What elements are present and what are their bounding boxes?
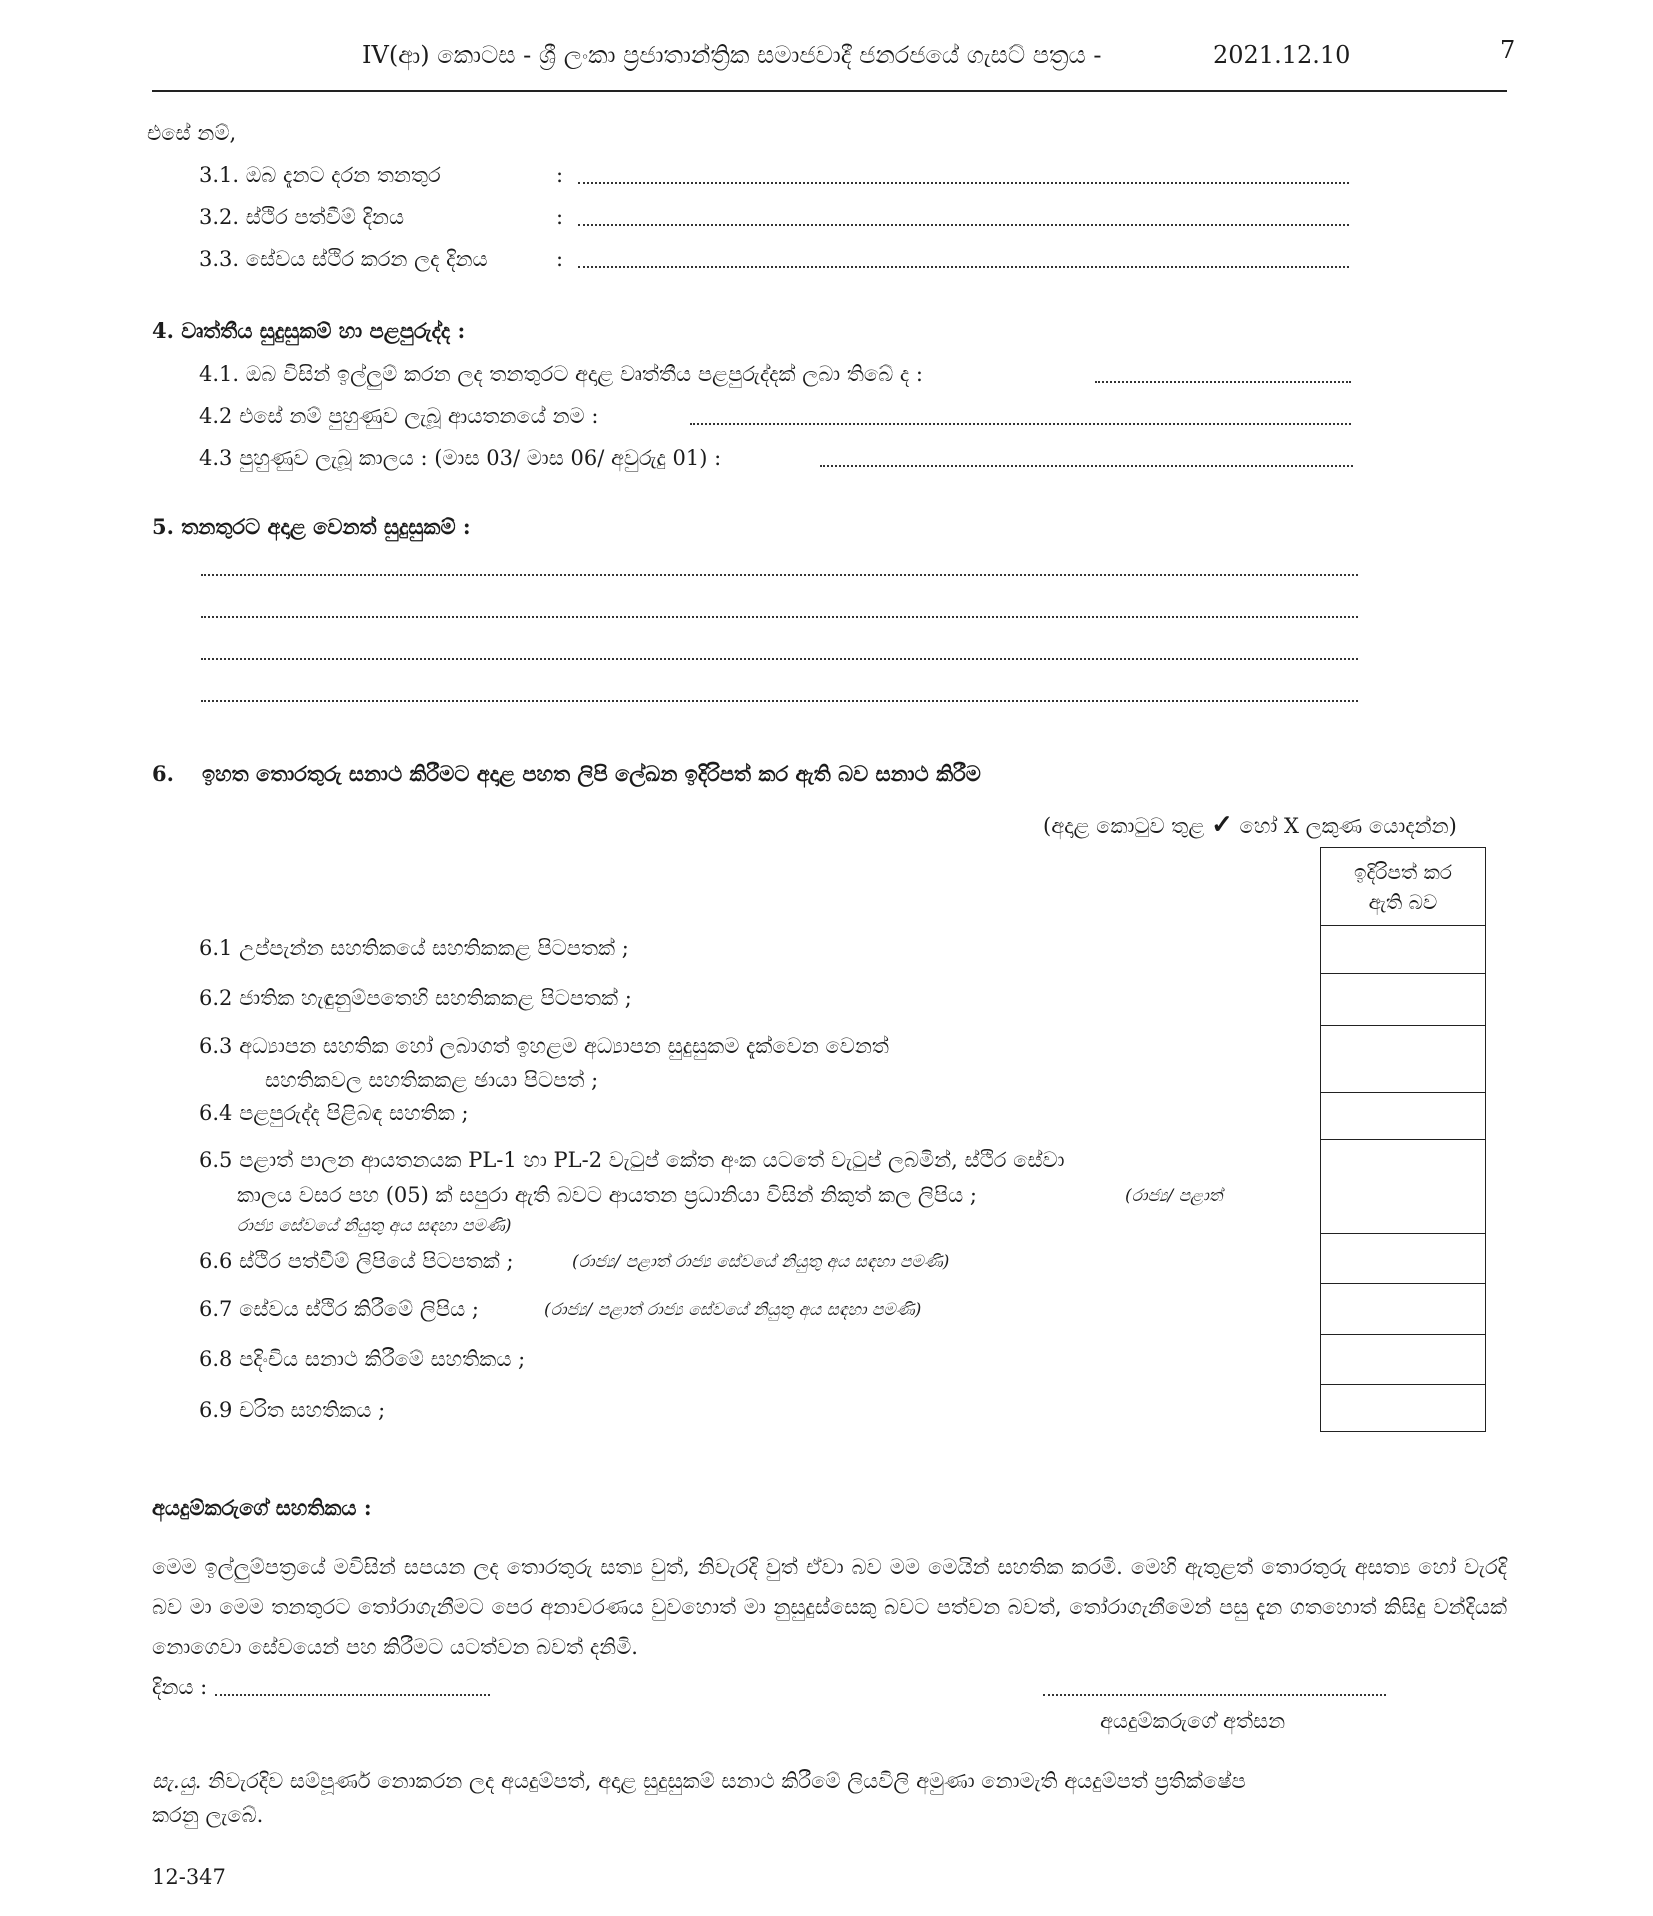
note-prefix: සැ.යු. bbox=[152, 1769, 202, 1793]
section4-heading: 4. වෘත්තීය සුදුසුකම් හා පළපුරුද්ද : bbox=[152, 318, 466, 343]
checkbox-6-4[interactable] bbox=[1321, 1093, 1486, 1140]
item-4-1-label: 4.1. ඔබ විසින් ඉල්ලුම් කරන ලද තනතුරට අදාළ වෘත්තීය පළපුරුද්දක් ලබා තිබේ ද : bbox=[199, 362, 923, 386]
item-6-6: 6.6 ස්ථිර පත්වීම් ලිපියේ පිටපතක් ; bbox=[199, 1249, 514, 1273]
item-6-3-line1: 6.3 අධ්‍යාපන සහතික හෝ ලබාගත් ඉහළම අධ්‍යාපන සුදුසුකම දැක්වෙන වෙනත් bbox=[199, 1034, 889, 1058]
item-3-2-label: 3.2. ස්ථිර පත්වීම් දිනය bbox=[199, 205, 405, 229]
item-6-5-line2: කාලය වසර පහ (05) ක් සපුරා ඇති බවට ආයතන ප්‍රධානියා විසින් නිකුත් කල ලිපිය ; bbox=[237, 1183, 977, 1207]
page-header-date: 2021.12.10 bbox=[1213, 41, 1351, 69]
section6-heading: ඉහත තොරතුරු සනාථ කිරීමට අදාළ පහත ලිපි ලේඛන ඉදිරිපත් කර ඇති බව සනාථ කිරීම bbox=[202, 761, 981, 786]
item-3-1-sep: : bbox=[556, 163, 564, 187]
item-6-4: 6.4 පළපුරුද්ද පිළිබඳ සහතික ; bbox=[199, 1101, 469, 1125]
item-4-2-field[interactable] bbox=[690, 423, 1351, 425]
item-4-3-field[interactable] bbox=[820, 465, 1353, 467]
item-6-5-line1: 6.5 පළාත් පාලන ආයතනයක PL-1 හා PL-2 වැටුප් කේත අංක යටතේ වැටුප් ලබමින්, ස්ථිර සේවා bbox=[199, 1148, 1065, 1172]
section3-intro: එසේ නම්, bbox=[147, 121, 237, 145]
note-text: නිවැරදිව සම්පූර්ණ නොකරන ලද අයදුම්පත්, අදාළ සුදුසුකම් සනාථ කිරීමේ ලියවිලි අමුණා නොමැති අයදුම්පත් ප්‍රතික්ෂේප bbox=[208, 1769, 1246, 1793]
item-3-1-field[interactable] bbox=[578, 182, 1349, 184]
checkbox-6-3[interactable] bbox=[1321, 1026, 1486, 1093]
page-header-title: IV(ආ) කොටස - ශ්‍රී ලංකා ප්‍රජාතාන්ත්‍රික සමාජවාදී ජනරජයේ ගැසට් පත්‍රය - bbox=[362, 41, 1102, 69]
item-6-6-note: (රාජ්‍ය/ පළාත් රාජ්‍ය සේවයේ නියුතු අය සඳහා පමණි) bbox=[572, 1252, 950, 1272]
item-3-3-field[interactable] bbox=[578, 266, 1349, 268]
item-3-2-sep: : bbox=[556, 205, 564, 229]
check-mark-icon: ✓ bbox=[1211, 810, 1233, 840]
footer-code: 12-347 bbox=[152, 1865, 226, 1889]
item-3-3-sep: : bbox=[556, 247, 564, 271]
item-6-3-line2: සහතිකවල සහතිකකළ ඡායා පිටපත් ; bbox=[265, 1068, 599, 1092]
item-4-3-label: 4.3 පුහුණුව ලැබූ කාලය : (මාස 03/ මාස 06/ අවුරුදු 01) : bbox=[199, 446, 722, 470]
note-line1 bbox=[152, 1768, 1246, 1794]
checkbox-table-header bbox=[1321, 848, 1486, 926]
certificate-heading: අයදුම්කරුගේ සහතිකය : bbox=[152, 1495, 372, 1520]
date-label: දිනය : bbox=[152, 1675, 208, 1699]
item-6-1: 6.1 උප්පැන්න සහතිකයේ සහතිකකළ පිටපතක් ; bbox=[199, 936, 629, 960]
section5-line-3[interactable] bbox=[201, 658, 1358, 660]
checkbox-6-2[interactable] bbox=[1321, 974, 1486, 1026]
checkbox-6-9[interactable] bbox=[1321, 1385, 1486, 1432]
item-4-1-field[interactable] bbox=[1095, 381, 1351, 383]
section5-line-1[interactable] bbox=[201, 574, 1358, 576]
checkbox-6-8[interactable] bbox=[1321, 1335, 1486, 1385]
section5-heading: 5. තනතුරට අදාළ වෙනත් සුදුසුකම් : bbox=[152, 514, 471, 539]
item-6-5-note-b: රාජ්‍ය සේවයේ නියුතු අය සඳහා පමණි) bbox=[237, 1216, 512, 1236]
item-3-2-field[interactable] bbox=[578, 224, 1349, 226]
item-6-7-note: (රාජ්‍ය/ පළාත් රාජ්‍ය සේවයේ නියුතු අය සඳහා පමණි) bbox=[544, 1300, 922, 1320]
checkbox-6-1[interactable] bbox=[1321, 926, 1486, 974]
item-6-5-note-a: (රාජ්‍ය/ පළාත් bbox=[1125, 1186, 1223, 1206]
item-6-7: 6.7 සේවය ස්ථිර කිරීමේ ලිපිය ; bbox=[199, 1297, 479, 1321]
checkbox-6-6[interactable] bbox=[1321, 1234, 1486, 1284]
box-header-line1: ඉදිරිපත් කර bbox=[1354, 859, 1452, 884]
item-3-3-label: 3.3. සේවය ස්ථිර කරන ලද දිනය bbox=[199, 247, 488, 271]
instruction-pre: (අදාළ කොටුව තුළ bbox=[1043, 814, 1205, 838]
section6-number: 6. bbox=[152, 761, 174, 786]
submission-checkbox-table bbox=[1320, 847, 1486, 1432]
section5-line-2[interactable] bbox=[201, 616, 1358, 618]
certificate-body: මෙම ඉල්ලුම්පත්‍රයේ මවිසින් සපයන ලද තොරතුරු සත්‍ය වුත්, නිවැරදි වුත් ඒවා බව මම මෙයින් සහතික කරමි. මෙහි ඇතුළත් තොරතුරු අසත්‍ය හෝ වැරදි බව මා මෙම තනතුරට තෝරාගැනීමට පෙර අනාවරණය වුවහොත් මා නුසුදුස්සෙකු බවට පත්වන බවත්, තෝරාගැනීමෙන් පසු දැන ගතහොත් කිසිදු වන්දියක් නොගෙවා සේවයෙන් පහ කිරීමට යටත්වන බවත් දනිමි. bbox=[152, 1555, 1507, 1659]
box-header-line2: ඇති බව bbox=[1368, 889, 1438, 914]
note-line2: කරනු ලැබේ. bbox=[152, 1803, 264, 1827]
item-6-8: 6.8 පදිංචිය සනාථ කිරීමේ සහතිකය ; bbox=[199, 1347, 526, 1371]
section6-instruction bbox=[1043, 812, 1457, 839]
section5-line-4[interactable] bbox=[201, 700, 1358, 702]
item-4-2-label: 4.2 එසේ නම් පුහුණුව ලැබූ ආයතනයේ නම : bbox=[199, 404, 599, 428]
instruction-post: හෝ X ලකුණ යොදන්න) bbox=[1239, 814, 1457, 838]
date-field[interactable] bbox=[215, 1694, 490, 1696]
page-number: 7 bbox=[1500, 36, 1516, 64]
signature-label: අයදුම්කරුගේ අත්සන bbox=[1100, 1709, 1286, 1733]
checkbox-6-5[interactable] bbox=[1321, 1140, 1486, 1234]
item-3-1-label: 3.1. ඔබ දැනට දරන තනතුර bbox=[199, 163, 441, 187]
signature-field[interactable] bbox=[1043, 1694, 1386, 1696]
checkbox-6-7[interactable] bbox=[1321, 1284, 1486, 1335]
item-6-2: 6.2 ජාතික හැඳුනුම්පතෙහි සහතිකකළ පිටපතක් ; bbox=[199, 986, 632, 1010]
item-6-9: 6.9 චරිත සහතිකය ; bbox=[199, 1398, 386, 1422]
header-rule bbox=[152, 90, 1507, 92]
